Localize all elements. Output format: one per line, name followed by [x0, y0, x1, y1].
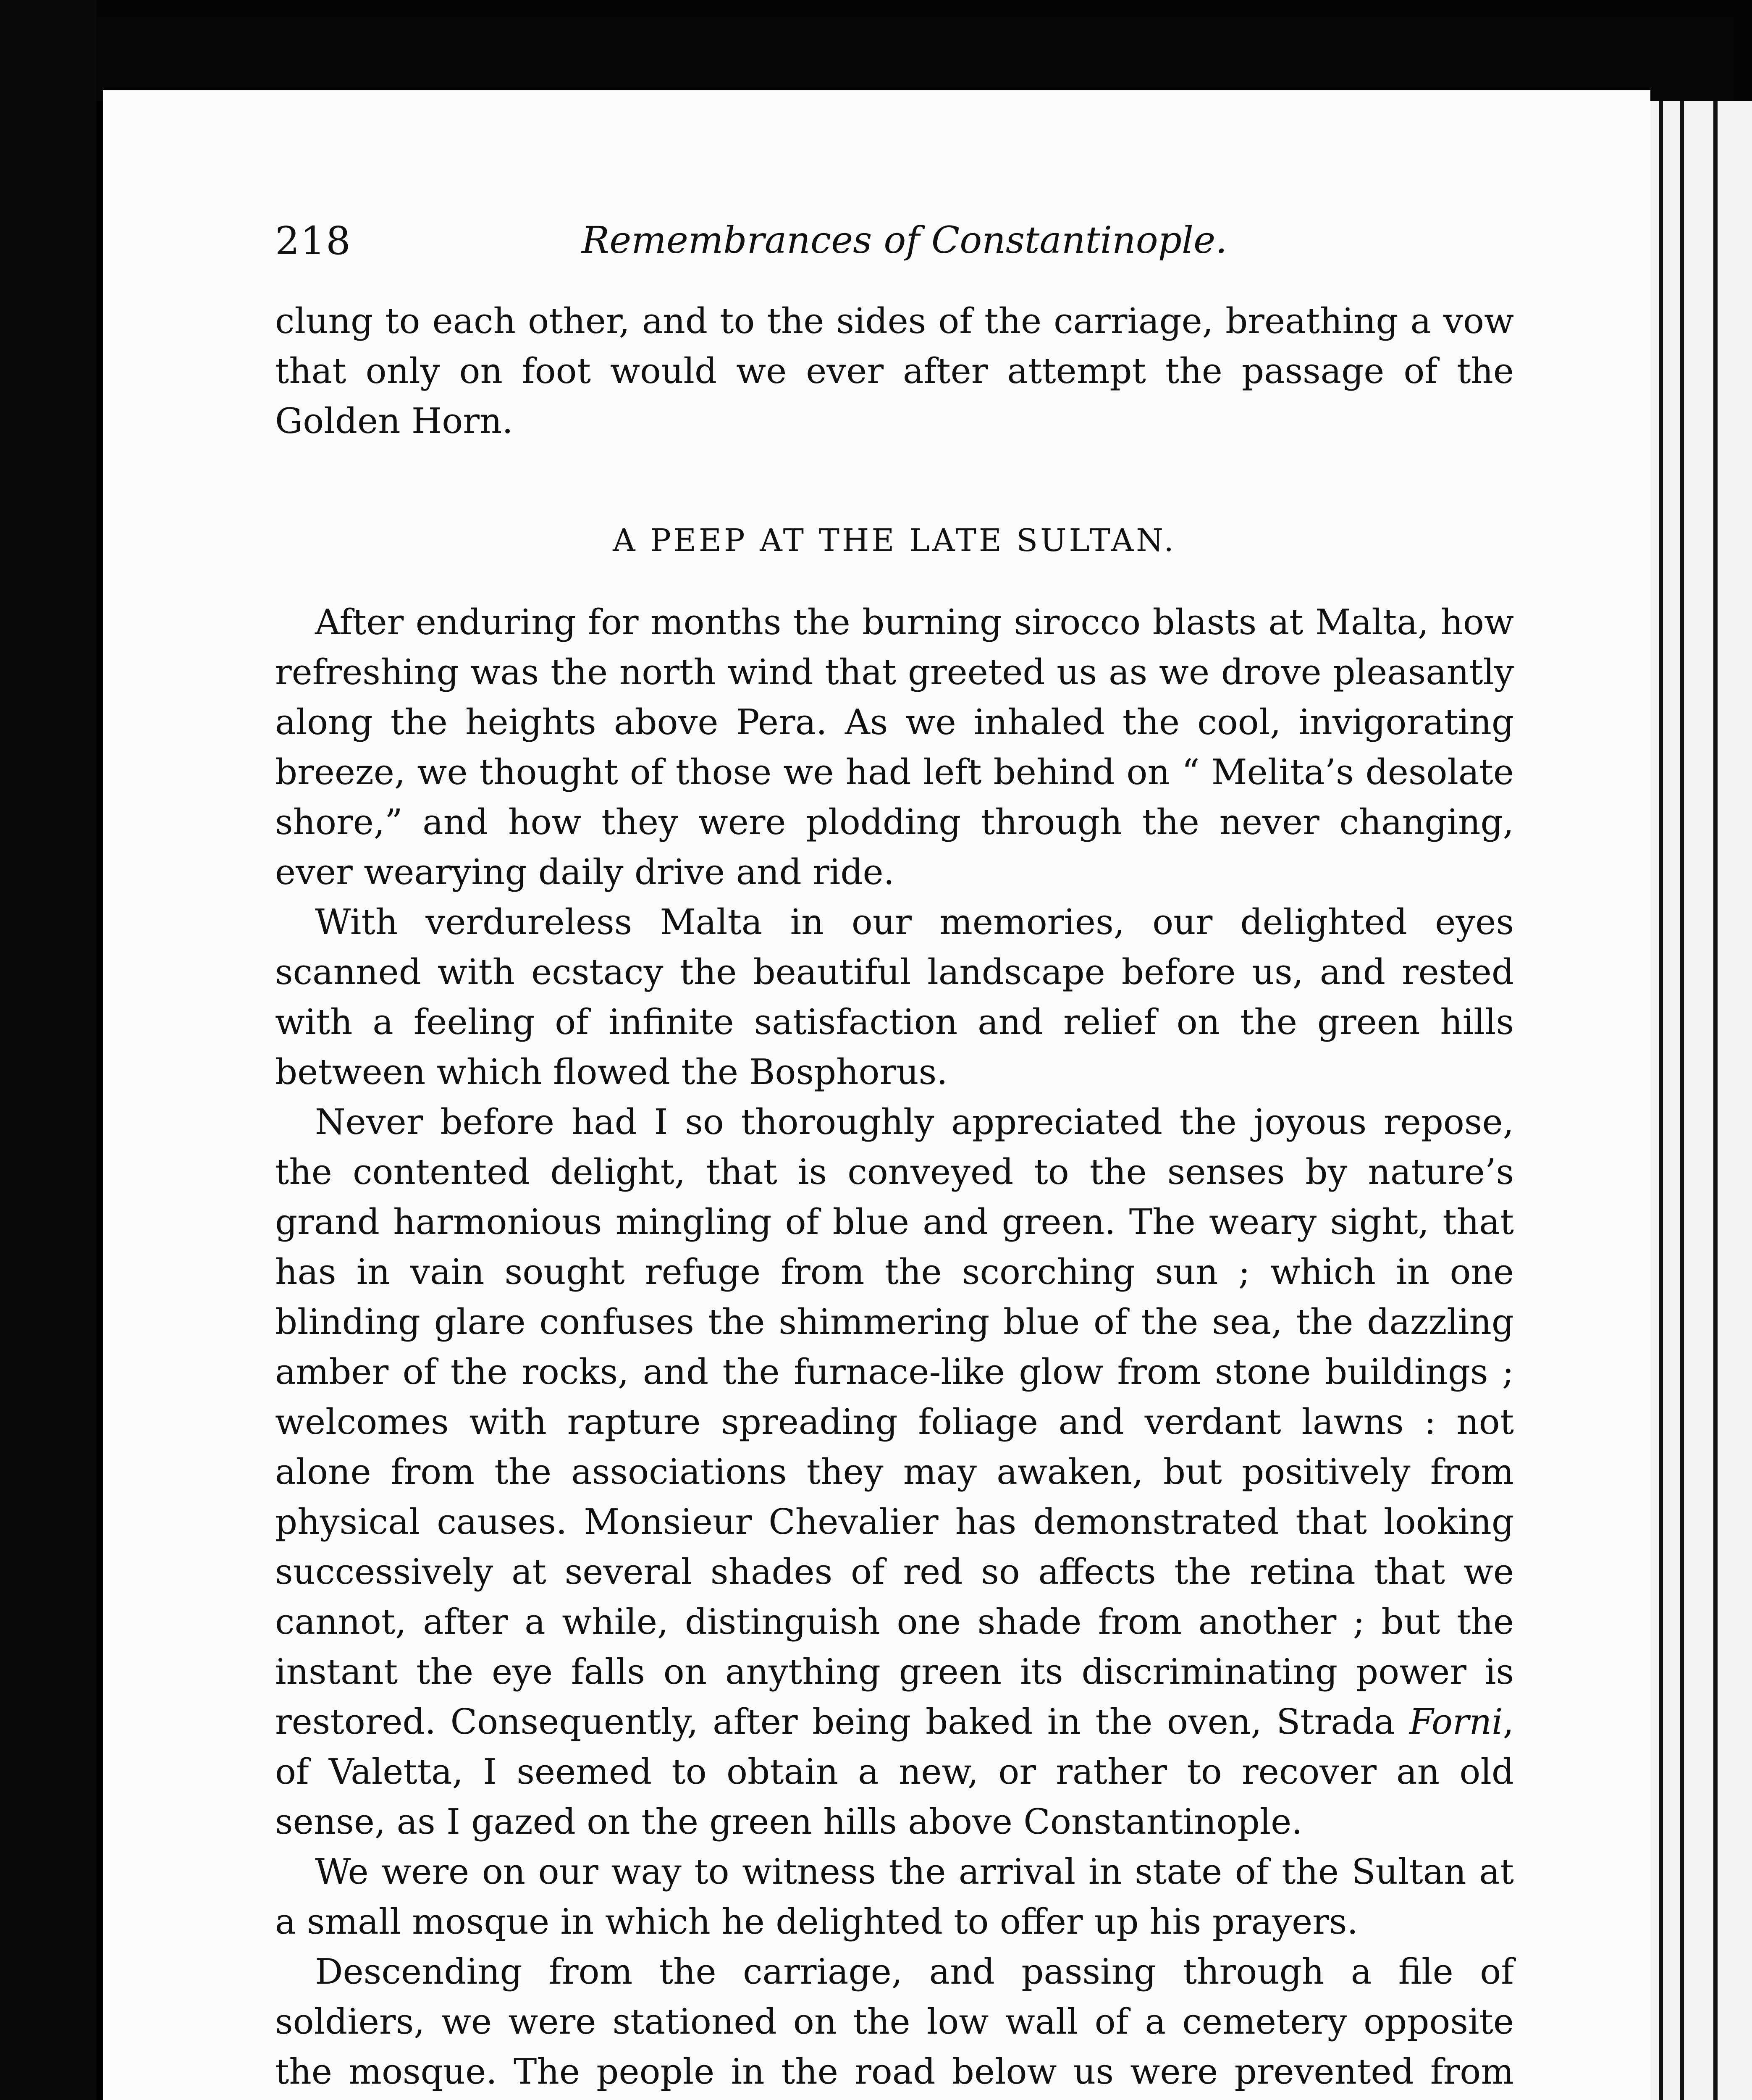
paragraph: With verdureless Malta in our memories, our delighted eyes scanned with ecstacy the beautiful landscape before us, and rested with a feeling of infinite satisfaction and relief on the green hills between which flowed the Bosphorus. — [275, 902, 1514, 1092]
book-spine — [0, 0, 97, 2100]
paragraph-text: Never before had I so thoroughly appreciated the joyous repose, the contented delight, that is conveyed to the senses by nature’s grand harmonious mingling of blue and green. The weary sight, that has in vain sought refuge from the scorching sun ; which in one blinding glare confuses the shimmering blue of the sea, the dazzling amber of the rocks, and the furnace-like glow from stone buildings ; welcomes with rapture spreading foliage and verdant lawns : not alone from the associations they may awaken, but positively from physical causes. Monsieur Chevalier has demonstrated that looking successively at several shades of red so affects the retina that we cannot, after a while, distinguish one shade from another ; but the instant the eye falls on anything green its discriminating power is restored. Consequently, after being baked in the oven, Strada — [275, 1102, 1514, 1742]
running-head — [275, 218, 1514, 269]
paragraph-text: , of Valetta, I seemed to obtain a new, or rather to recover an old sense, as I gazed on the green hills above Constantinople. — [275, 1701, 1514, 1842]
paragraph-continued: clung to each other, and to the sides of the carriage, breathing a vow that only on foot would we ever after attempt the passage of the Golden Horn. — [275, 301, 1514, 441]
page-stack-top — [97, 17, 1734, 101]
page-number: 218 — [275, 218, 351, 263]
paragraph: Descending from the carriage, and passing through a file of soldiers, we were stationed on the low wall of a cemetery opposite the mosque. The people in the road below us were prevented from — [275, 1951, 1514, 2092]
running-title: Remembrances of Constantinople. — [582, 218, 1227, 262]
paragraph: After enduring for months the burning sirocco blasts at Malta, how refreshing was the north wind that greeted us as we drove pleasantly along the heights above Pera. As we inhaled the cool, invigorating breeze, we thought of those we had left behind on “ Melita’s desolate shore,” and how they were plodding through the never changing, ever wearying daily drive and ride. — [275, 602, 1514, 892]
right-page-edges — [1650, 101, 1752, 2100]
page-edge-line — [1659, 101, 1663, 2100]
paragraph — [275, 1097, 1514, 1847]
paragraph: We were on our way to witness the arrival in state of the Sultan at a small mosque in which he delighted to offer up his prayers. — [275, 1851, 1514, 1942]
section-heading: A PEEP AT THE LATE SULTAN. — [613, 522, 1176, 559]
page-edge-line — [1680, 101, 1684, 2100]
body-text — [275, 296, 1514, 2100]
italic-word: Forni — [1409, 1701, 1503, 1742]
page-edge-line — [1713, 101, 1718, 2100]
